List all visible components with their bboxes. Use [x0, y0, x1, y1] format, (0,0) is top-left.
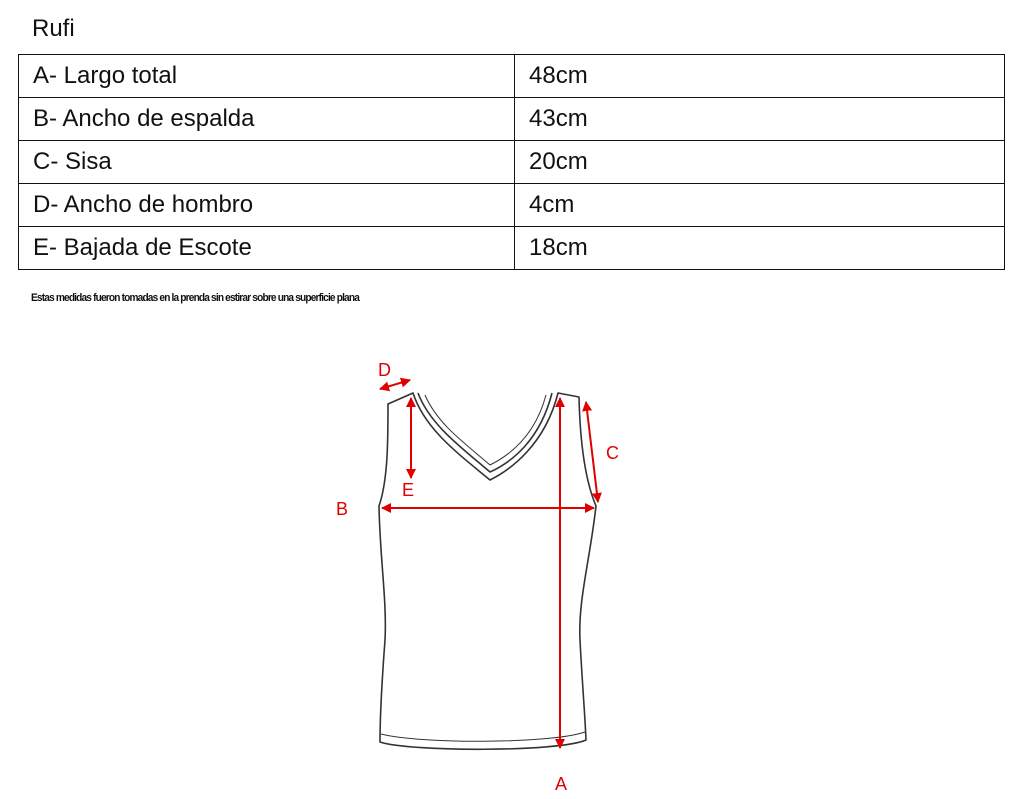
measure-label: C- Sisa	[19, 141, 515, 184]
label-c: C	[606, 443, 619, 463]
measure-label: B- Ancho de espalda	[19, 98, 515, 141]
label-b: B	[336, 499, 349, 519]
measure-label: A- Largo total	[19, 55, 515, 98]
measurement-arrows	[380, 380, 598, 748]
arrow-d	[380, 380, 410, 389]
measure-value: 43cm	[515, 98, 1005, 141]
measure-value: 20cm	[515, 141, 1005, 184]
label-e: E	[402, 480, 415, 500]
label-a: A	[555, 774, 568, 794]
measure-value: 4cm	[515, 184, 1005, 227]
arrow-c	[586, 402, 598, 502]
measure-label: E- Bajada de Escote	[19, 227, 515, 270]
label-d: D	[378, 360, 391, 380]
measure-value: 18cm	[515, 227, 1005, 270]
page-title: Rufi	[32, 15, 75, 42]
measure-label: D- Ancho de hombro	[19, 184, 515, 227]
measure-value: 48cm	[515, 55, 1005, 98]
measurement-note: Estas medidas fueron tomadas en la prenda sin estirar sobre una superficie plana	[31, 292, 360, 304]
